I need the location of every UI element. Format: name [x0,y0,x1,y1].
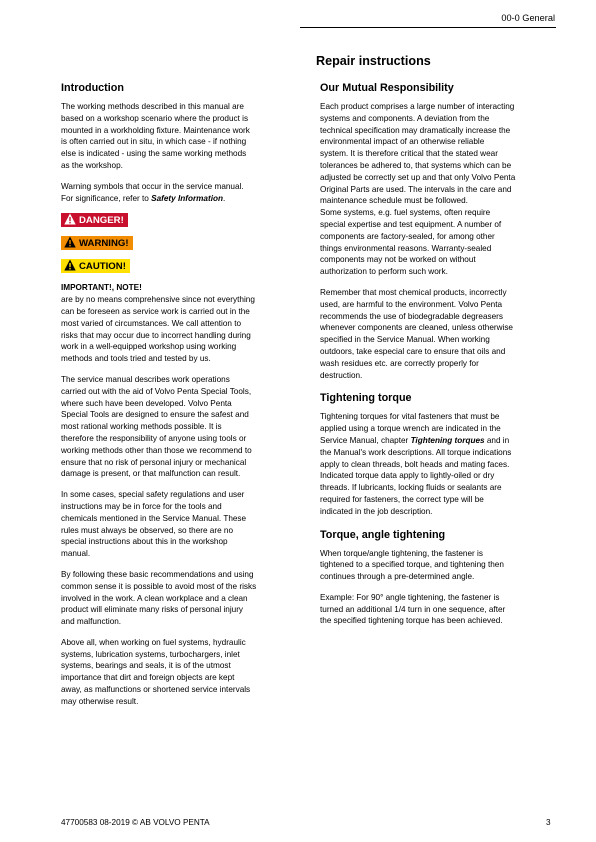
danger-label: DANGER! [61,213,128,227]
responsibility-heading: Our Mutual Responsibility [320,82,454,94]
footer-doc-info: 47700583 08-2019 © AB VOLVO PENTA [61,818,210,827]
warning-triangle-icon [64,259,76,271]
special-tools-paragraph: The service manual describes work operations carried out with the aid of Volvo Penta Special Tools, where such have been developed. Volvo Penta Special Tools are designed to ensure the safest and most rational working methods possible. It is therefore the responsibility of anyone using tools or working methods other than those we recommend to ensure that no risk of personal injury or mechanical damage is present, or that malfunction can result. [61,374,252,479]
tightening-torques-link: Tightening torques [410,435,485,445]
warning-triangle-icon [64,236,76,248]
introduction-heading: Introduction [61,82,124,94]
header-rule [300,27,556,28]
warning-labels [61,213,296,282]
warning-label: WARNING! [61,236,133,250]
recommendations-paragraph: By following these basic recommendations and using common sense it is possible to avoid most of the risks involved in the work. A clean workplace and a clean product will eliminate many risks of personal injury and malfunction. [61,569,257,627]
cleanliness-paragraph: Above all, when working on fuel systems, hydraulic systems, lubrication systems, turbochargers, inlet systems, bearings and seals, it is of the utmost importance that dirt and foreign objects are kept away, as malfunctions or shortened service intervals may otherwise result. [61,637,251,706]
intro-paragraph: The working methods described in this manual are based on a workshop scenario where the product is mounted in a workholding fixture. Maintenance work is often carried out in situ, in which case - if nothing else is indicated - using the same working methods as the workshop. [61,102,250,170]
tightening-torque-paragraph: Tightening torques for vital fasteners that must be applied using a torque wrench are indicated in the Service Manual, chapter Tightening torques and in the Manual's work descriptions. All torque indications apply to clean threads, bolt heads and mating faces. Indicated torque data apply to lightly-oiled or dry threads. If lubricants, locking fluids or sealants are required for fasteners, the correct type will be indicated in the job description. [320,412,512,516]
left-column [61,82,296,717]
caution-label: CAUTION! [61,259,130,273]
tightening-torque-heading: Tightening torque [320,392,412,405]
page-title: Repair instructions [316,54,431,68]
section-header: 00-0 General [501,13,555,23]
warning-triangle-icon [64,213,76,225]
responsibility-paragraph: Each product comprises a large number of interacting systems and components. A deviation from the technical specification may dramatically increase the environmental impact of an otherwise reliable system. It is therefore critical that the stated wear tolerances be adhered to, that systems which can be adjusted be correctly set up and that only Volvo Penta Original Parts are used. The intervals in the care and maintenance schedule must be followed. Some systems, e.g. fuel systems, often require special expertise and test equipment. A number of components are factory-sealed, for among other things environmental reasons. Warranty-sealed components may not be worked on without authorization to perform such work. [320,102,516,277]
important-note-heading: IMPORTANT!, NOTE! [61,283,142,293]
safety-information-link: Safety Information [151,193,223,203]
angle-tightening-heading: Torque, angle tightening [320,528,446,541]
warning-symbols-paragraph: Warning symbols that occur in the service manual. For significance, refer to Safety Information. [61,181,244,203]
angle-tightening-paragraph: When torque/angle tightening, the fastener is tightened to a specified torque, and tightening then continues through a pre-determined angle. [320,548,504,582]
angle-example-paragraph: Example: For 90° angle tightening, the fastener is turned an additional 1/4 turn in one sequence, after the specified tightening torque has been achieved. [320,592,506,626]
page-number: 3 [546,818,551,827]
right-column [320,82,555,636]
important-paragraph: are by no means comprehensive since not everything can be foreseen as service work is carried out in the most varied of circumstances. We call attention to risks that may occur due to incorrect handling during work in a well-equipped workshop using working methods and tools tried and tested by us. [61,295,255,364]
safety-regulations-paragraph: In some cases, special safety regulations and user instructions may be in force for the tools and chemicals mentioned in the Service Manual. These rules must always be observed, so there are no special instructions about this in the workshop manual. [61,490,247,559]
chemicals-paragraph: Remember that most chemical products, incorrectly used, are harmful to the environment. Volvo Penta recommends the use of biodegradable degreasers whenever components are cleaned, unless otherwise specified in the Service Manual. When working outdoors, take especial care to ensure that oils and wash residues etc. are correctly properly for destruction. [320,287,513,380]
